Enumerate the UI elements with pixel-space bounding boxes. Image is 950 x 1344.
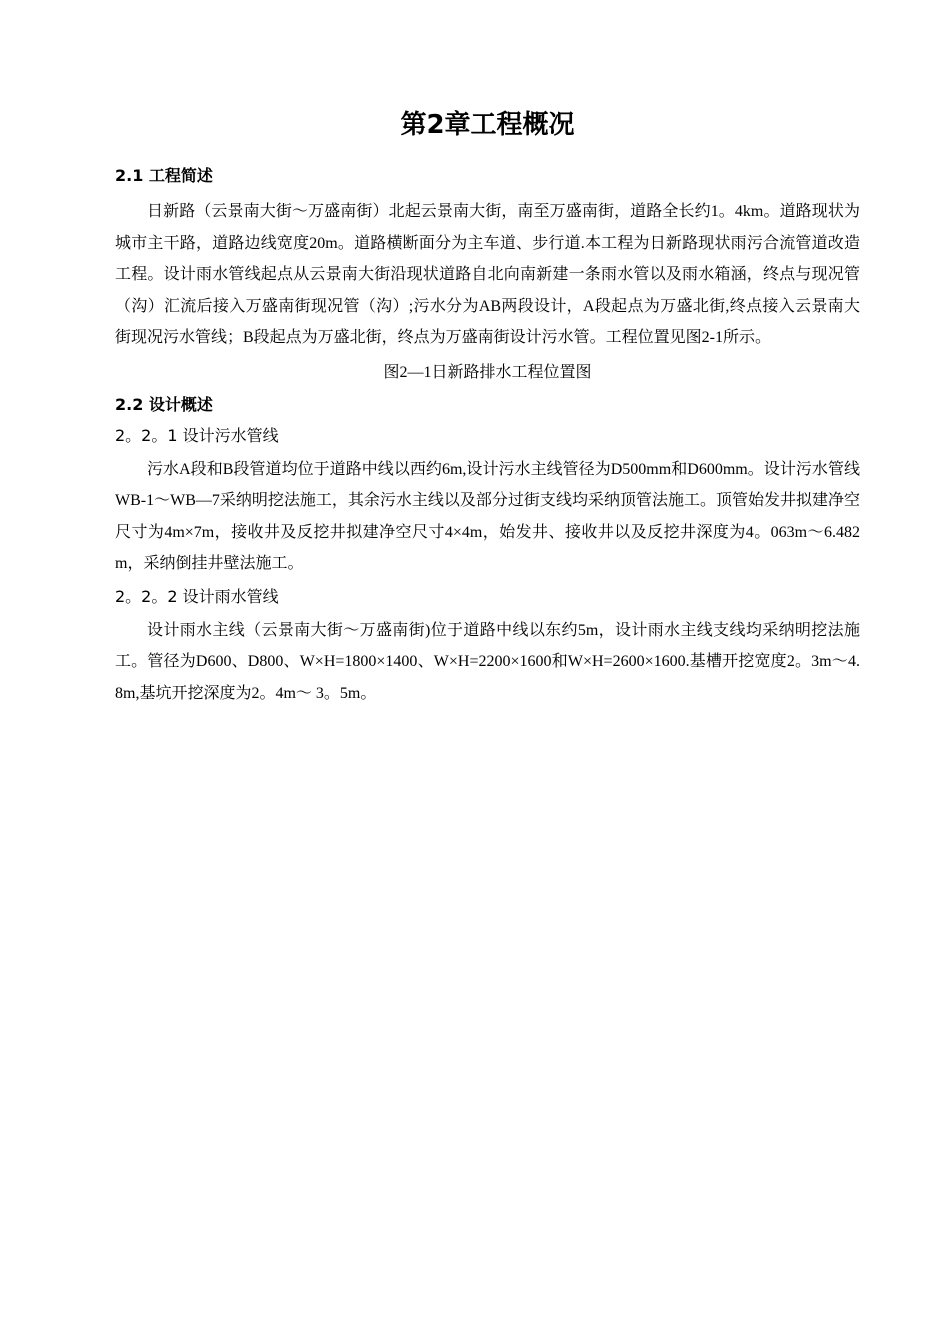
subsection-2-2-2-paragraph: 设计雨水主线（云景南大街～万盛南街)位于道路中线以东约5m，设计雨水主线支线均采纳明挖法施工。管径为D600、D800、W×H=1800×1400、W×H=2200×1600和W×H=2600×1600.基槽开挖宽度2。3m～4.8m,基坑开挖深度为2。4m～ 3。5m。 — [115, 621, 860, 702]
subsection-2-2-1-paragraph: 污水A段和B段管道均位于道路中线以西约6m,设计污水主线管径为D500mm和D600mm。设计污水管线WB-1～WB—7采纳明挖法施工，其余污水主线以及部分过街支线均采纳顶管法施工。顶管始发井拟建净空尺寸为4m×7m，接收井及反挖井拟建净空尺寸4×4m，始发井、接收井以及反挖井深度为4。063m～6.482m，采纳倒挂井壁法施工。 — [115, 460, 860, 572]
chapter-title: 第2章工程概况 — [400, 110, 575, 140]
section-2-1-paragraph: 日新路（云景南大街～万盛南街）北起云景南大街，南至万盛南街，道路全长约1。4km。道路现状为城市主干路，道路边线宽度20m。道路横断面分为主车道、步行道.本工程为日新路现状雨污合流管道改造工程。设计雨水管线起点从云景南大街沿现状道路自北向南新建一条雨水管以及雨水箱涵，终点与现况管（沟）汇流后接入万盛南街现况管（沟）;污水分为AB两段设计，A段起点为万盛北街,终点接入云景南大街现况污水管线；B段起点为万盛北街，终点为万盛南街设计污水管。工程位置见图2-1所示。 — [115, 203, 860, 346]
section-heading-2-2: 2.2 设计概述 — [115, 394, 213, 414]
document-content — [115, 105, 860, 709]
subsection-heading-2-2-1: 2。2。1 设计污水管线 — [115, 425, 279, 445]
subsection-heading-2-2-2: 2。2。2 设计雨水管线 — [115, 586, 279, 606]
figure-caption: 图2—1日新路排水工程位置图 — [383, 363, 592, 381]
section-heading-2-1: 2.1 工程简述 — [115, 166, 213, 185]
